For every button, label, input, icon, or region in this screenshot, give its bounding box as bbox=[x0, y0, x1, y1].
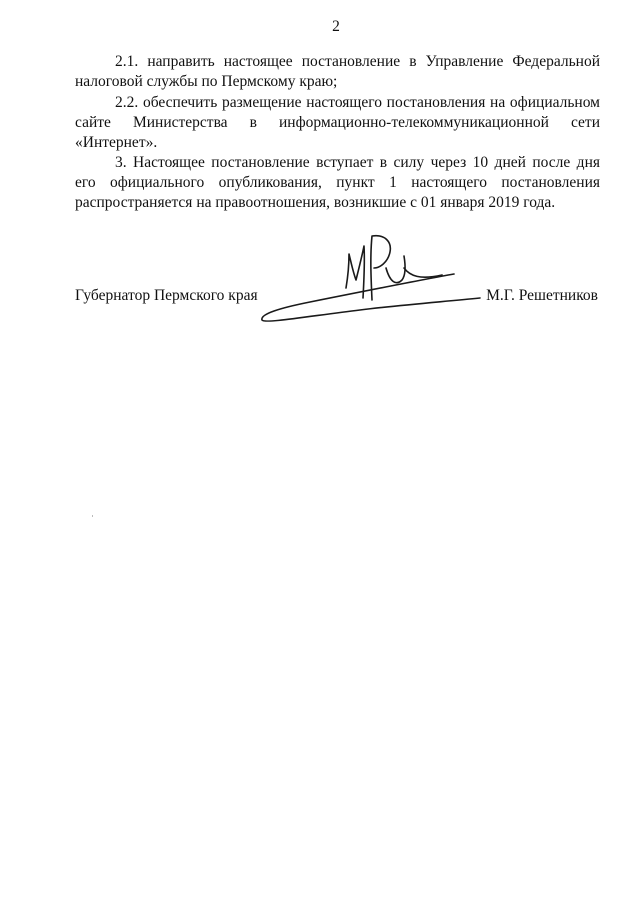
paragraph-3 bbox=[75, 153, 600, 213]
paragraph-line: налоговой службы по Пермскому краю; bbox=[75, 73, 338, 90]
paragraph-2-1 bbox=[75, 52, 600, 92]
paragraph-2-2 bbox=[75, 93, 600, 153]
paragraph-line: 2.1. направить настоящее постановление в Управление Федеральной bbox=[115, 53, 600, 70]
signer-position: Губернатор Пермского края bbox=[75, 287, 258, 304]
paragraph-line: 3. Настоящее постановление вступает в силу через 10 дней после дня bbox=[115, 154, 600, 171]
scan-speck bbox=[92, 515, 93, 517]
paragraph-line: распространяется на правоотношения, возникшие с 01 января 2019 года. bbox=[75, 194, 556, 211]
paragraph-line: «Интернет». bbox=[75, 134, 158, 151]
paragraph-line: его официального опубликования, пункт 1 настоящего постановления bbox=[75, 174, 600, 191]
paragraph-line: 2.2. обеспечить размещение настоящего постановления на официальном bbox=[115, 94, 600, 111]
signature-block bbox=[75, 286, 600, 306]
page-number: 2 bbox=[332, 18, 340, 35]
paragraph-line: сайте Министерства в информационно-телекоммуникационной сети bbox=[75, 114, 600, 131]
signer-name: М.Г. Решетников bbox=[486, 287, 598, 304]
